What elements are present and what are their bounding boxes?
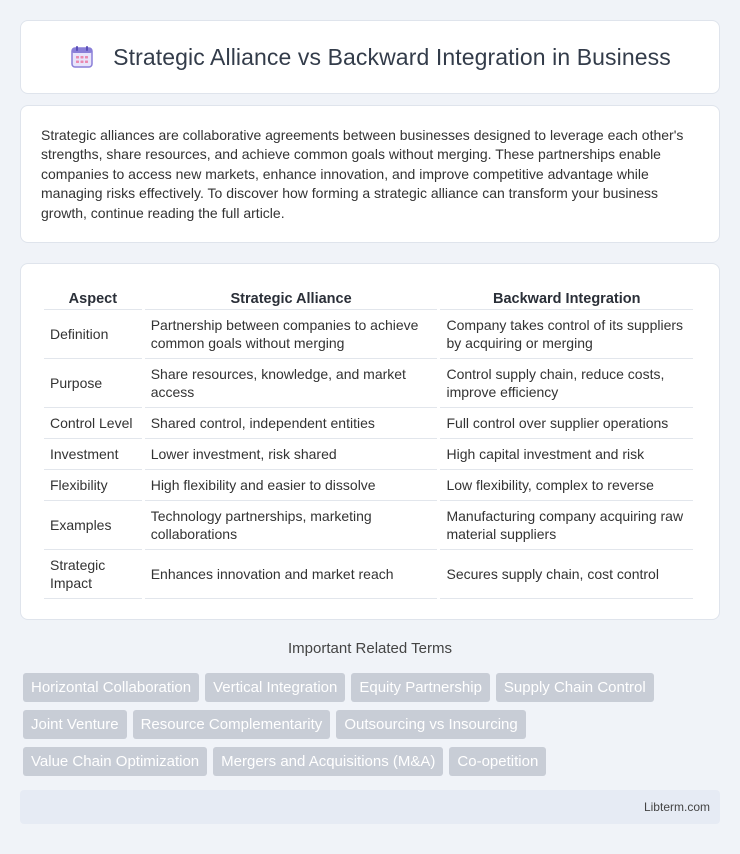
tag-co-opetition[interactable]: Co-opetition xyxy=(449,747,546,776)
tag-equity-partnership[interactable]: Equity Partnership xyxy=(351,673,490,702)
row-strategic-alliance: Technology partnerships, marketing collaborations xyxy=(145,501,438,550)
column-header-strategic-alliance: Strategic Alliance xyxy=(145,284,438,310)
row-backward-integration: Manufacturing company acquiring raw material suppliers xyxy=(440,501,693,550)
row-aspect: Flexibility xyxy=(44,470,142,501)
row-backward-integration: High capital investment and risk xyxy=(440,439,693,470)
header-card xyxy=(20,20,720,94)
row-aspect: Definition xyxy=(44,310,142,359)
tag-joint-venture[interactable]: Joint Venture xyxy=(23,710,127,739)
tag-row xyxy=(23,747,723,776)
tag-resource-complementarity[interactable]: Resource Complementarity xyxy=(133,710,331,739)
intro-card xyxy=(20,105,720,243)
column-header-backward-integration: Backward Integration xyxy=(440,284,693,310)
row-strategic-alliance: Shared control, independent entities xyxy=(145,408,438,439)
column-header-aspect: Aspect xyxy=(44,284,142,310)
table-header-row xyxy=(44,284,693,310)
row-aspect: Control Level xyxy=(44,408,142,439)
table-row xyxy=(44,550,693,599)
row-backward-integration: Low flexibility, complex to reverse xyxy=(440,470,693,501)
tag-mergers-and-acquisitions[interactable]: Mergers and Acquisitions (M&A) xyxy=(213,747,443,776)
row-backward-integration: Company takes control of its suppliers by acquiring or merging xyxy=(440,310,693,359)
table-row xyxy=(44,439,693,470)
row-aspect: Purpose xyxy=(44,359,142,408)
row-strategic-alliance: Enhances innovation and market reach xyxy=(145,550,438,599)
row-aspect: Examples xyxy=(44,501,142,550)
tag-horizontal-collaboration[interactable]: Horizontal Collaboration xyxy=(23,673,199,702)
row-backward-integration: Control supply chain, reduce costs, improve efficiency xyxy=(440,359,693,408)
tag-value-chain-optimization[interactable]: Value Chain Optimization xyxy=(23,747,207,776)
tag-vertical-integration[interactable]: Vertical Integration xyxy=(205,673,345,702)
footer-site-link[interactable]: Libterm.com xyxy=(643,800,710,814)
related-terms-tags xyxy=(23,673,723,784)
tag-supply-chain-control[interactable]: Supply Chain Control xyxy=(496,673,654,702)
intro-paragraph: Strategic alliances are collaborative agreements between businesses designed to leverage each other's strengths, share resources, and achieve common goals without merging. These partnerships enable companies to access new markets, enhance innovation, and improve competitive advantage while managing risks effectively. To discover how forming a strategic alliance can transform your business growth, continue reading the full article. xyxy=(41,127,684,221)
row-aspect: Strategic Impact xyxy=(44,550,142,599)
tag-outsourcing-vs-insourcing[interactable]: Outsourcing vs Insourcing xyxy=(336,710,525,739)
table-row xyxy=(44,359,693,408)
calendar-grid-icon xyxy=(69,44,95,70)
tag-row xyxy=(23,710,723,739)
tag-row xyxy=(23,673,723,702)
row-backward-integration: Full control over supplier operations xyxy=(440,408,693,439)
row-strategic-alliance: High flexibility and easier to dissolve xyxy=(145,470,438,501)
title-wrap xyxy=(69,44,671,71)
related-terms-title: Important Related Terms xyxy=(288,640,452,657)
comparison-table-card xyxy=(20,263,720,620)
table-row xyxy=(44,470,693,501)
row-strategic-alliance: Partnership between companies to achieve common goals without merging xyxy=(145,310,438,359)
page-title: Strategic Alliance vs Backward Integration in Business xyxy=(113,43,671,70)
table-row xyxy=(44,310,693,359)
row-aspect: Investment xyxy=(44,439,142,470)
row-backward-integration: Secures supply chain, cost control xyxy=(440,550,693,599)
footer xyxy=(20,790,720,824)
comparison-table xyxy=(41,284,696,599)
row-strategic-alliance: Share resources, knowledge, and market access xyxy=(145,359,438,408)
table-row xyxy=(44,501,693,550)
row-strategic-alliance: Lower investment, risk shared xyxy=(145,439,438,470)
table-row xyxy=(44,408,693,439)
